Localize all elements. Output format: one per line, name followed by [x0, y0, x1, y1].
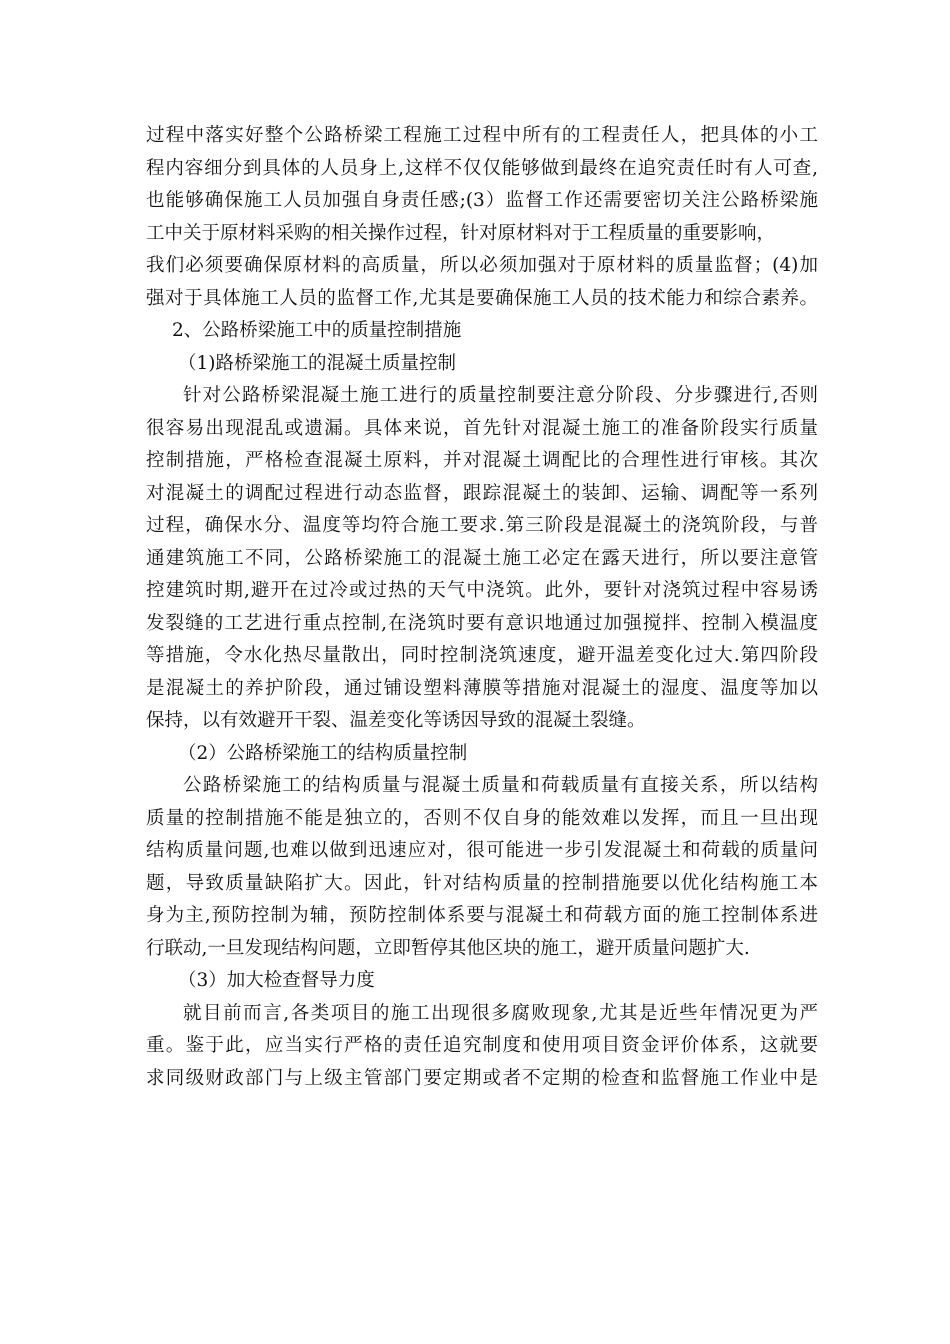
text-line: （2）公路桥梁施工的结构质量控制: [178, 742, 468, 764]
text-line: 程内容细分到具体的人员身上,这样不仅仅能够做到最终在追究责任时有人可查,: [146, 157, 818, 179]
text-line: 题，导致质量缺陷扩大。因此，针对结构质量的控制措施要以优化结构施工本: [146, 872, 818, 894]
text-line: 通建筑施工不同，公路桥梁施工的混凝土施工必定在露天进行，所以要注意管: [146, 547, 818, 569]
text-line: 发裂缝的工艺进行重点控制,在浇筑时要有意识地通过加强搅拌、控制入模温度: [146, 612, 818, 634]
text-line: 也能够确保施工人员加强自身责任感;(3）监督工作还需要密切关注公路桥梁施: [146, 190, 818, 211]
text-line: （3）加大检查督导力度: [178, 970, 375, 991]
text-line: 身为主,预防控制为辅，预防控制体系要与混凝土和荷载方面的施工控制体系进: [146, 905, 818, 926]
text-line: 很容易出现混乱或遗漏。具体来说，首先针对混凝土施工的准备阶段实行质量: [146, 417, 818, 439]
text-line: 2、公路桥梁施工中的质量控制措施: [172, 320, 462, 341]
document-body: [146, 120, 818, 1095]
text-line: 行联动,一旦发现结构问题，立即暂停其他区块的施工，避开质量问题扩大.: [146, 937, 750, 959]
text-line: 是混凝土的养护阶段，通过铺设塑料薄膜等措施对混凝土的湿度、温度等加以: [146, 677, 818, 699]
text-line: 对混凝土的调配过程进行动态监督，跟踪混凝土的装卸、运输、调配等一系列: [146, 482, 818, 504]
text-line: 过程，确保水分、温度等均符合施工要求.第三阶段是混凝土的浇筑阶段，与普: [146, 515, 818, 536]
text-line: 保持，以有效避开干裂、温差变化等诱因导致的混凝土裂缝。: [146, 710, 646, 731]
text-line: 求同级财政部门与上级主管部门要定期或者不定期的检查和监督施工作业中是: [146, 1067, 818, 1089]
text-line: 针对公路桥梁混凝土施工进行的质量控制要注意分阶段、分步骤进行,否则: [183, 385, 818, 406]
text-line: 强对于具体施工人员的监督工作,尤其是要确保施工人员的技术能力和综合素养。: [146, 287, 818, 309]
text-line: 就目前而言,各类项目的施工出现很多腐败现象,尤其是近些年情况更为严: [183, 1002, 818, 1024]
text-line: 质量的控制措施不能是独立的，否则不仅自身的能效难以发挥，而且一旦出现: [146, 807, 818, 829]
text-line: 结构质量问题,也难以做到迅速应对，很可能进一步引发混凝土和荷载的质量问: [146, 840, 818, 861]
text-line: 工中关于原材料采购的相关操作过程，针对原材料对于工程质量的重要影响，: [146, 222, 776, 244]
text-line: 重。鉴于此，应当实行严格的责任追究制度和使用项目资金评价体系，这就要: [146, 1035, 818, 1056]
text-line: （1)路桥梁施工的混凝土质量控制: [178, 352, 456, 374]
text-line: 控制措施，严格检查混凝土原料，并对混凝土调配比的合理性进行审核。其次: [146, 450, 818, 471]
text-line: 控建筑时期,避开在过冷或过热的天气中浇筑。此外，要针对浇筑过程中容易诱: [146, 580, 818, 601]
text-line: 公路桥梁施工的结构质量与混凝土质量和荷载质量有直接关系，所以结构: [183, 775, 818, 796]
text-line: 过程中落实好整个公路桥梁工程施工过程中所有的工程责任人，把具体的小工: [146, 125, 818, 146]
text-line: 我们必须要确保原材料的高质量，所以必须加强对于原材料的质量监督；(4)加: [146, 255, 818, 276]
text-line: 等措施，令水化热尽量散出，同时控制浇筑速度，避开温差变化过大.第四阶段: [146, 645, 818, 666]
